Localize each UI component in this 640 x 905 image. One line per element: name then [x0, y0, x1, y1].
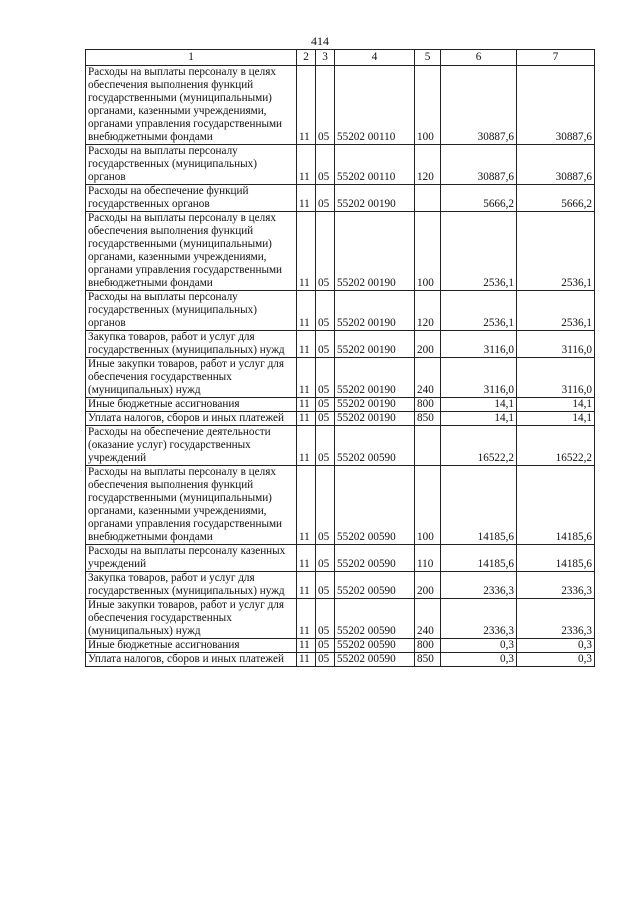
expense-type-code: 850	[415, 653, 441, 667]
amount-col6: 16522,2	[441, 426, 517, 466]
target-article-code: 55202 00590	[335, 599, 415, 639]
column-header: 6	[441, 50, 517, 66]
amount-col6: 14185,6	[441, 545, 517, 572]
target-article-code: 55202 00190	[335, 212, 415, 291]
expense-name: Уплата налогов, сборов и иных платежей	[86, 653, 297, 667]
section-code: 11	[297, 398, 316, 412]
expense-type-code: 120	[415, 145, 441, 185]
expense-type-code: 200	[415, 572, 441, 599]
target-article-code: 55202 00590	[335, 639, 415, 653]
table-header-row	[86, 50, 595, 66]
amount-col6: 2336,3	[441, 572, 517, 599]
amount-col7: 3116,0	[517, 358, 595, 398]
table-row	[86, 398, 595, 412]
amount-col6: 14,1	[441, 412, 517, 426]
amount-col6: 5666,2	[441, 185, 517, 212]
amount-col6: 3116,0	[441, 358, 517, 398]
column-header: 7	[517, 50, 595, 66]
expense-type-code: 110	[415, 545, 441, 572]
subsection-code: 05	[316, 331, 335, 358]
target-article-code: 55202 00590	[335, 572, 415, 599]
expense-type-code: 120	[415, 291, 441, 331]
subsection-code: 05	[316, 426, 335, 466]
table-row	[86, 466, 595, 545]
expense-name: Расходы на выплаты персоналу государственных (муниципальных) органов	[86, 145, 297, 185]
column-header: 5	[415, 50, 441, 66]
target-article-code: 55202 00110	[335, 145, 415, 185]
amount-col7: 30887,6	[517, 145, 595, 185]
subsection-code: 05	[316, 212, 335, 291]
expense-type-code: 240	[415, 599, 441, 639]
target-article-code: 55202 00110	[335, 66, 415, 145]
section-code: 11	[297, 545, 316, 572]
expense-type-code: 240	[415, 358, 441, 398]
amount-col6: 14,1	[441, 398, 517, 412]
amount-col7: 30887,6	[517, 66, 595, 145]
target-article-code: 55202 00190	[335, 331, 415, 358]
expense-type-code	[415, 426, 441, 466]
section-code: 11	[297, 358, 316, 398]
section-code: 11	[297, 185, 316, 212]
expense-type-code	[415, 185, 441, 212]
budget-table	[85, 49, 595, 667]
amount-col7: 14,1	[517, 398, 595, 412]
expense-name: Расходы на выплаты персоналу в целях обеспечения выполнения функций государственными (муниципальными) органами, казенными учреждениями, органами управления государственными внебюджетными фондами	[86, 212, 297, 291]
column-header: 4	[335, 50, 415, 66]
amount-col7: 14,1	[517, 412, 595, 426]
expense-name: Иные закупки товаров, работ и услуг для обеспечения государственных (муниципальных) нужд	[86, 599, 297, 639]
table-row	[86, 212, 595, 291]
target-article-code: 55202 00190	[335, 185, 415, 212]
section-code: 11	[297, 653, 316, 667]
table-row	[86, 572, 595, 599]
subsection-code: 05	[316, 358, 335, 398]
column-header: 2	[297, 50, 316, 66]
amount-col7: 14185,6	[517, 466, 595, 545]
table-row	[86, 412, 595, 426]
section-code: 11	[297, 466, 316, 545]
subsection-code: 05	[316, 412, 335, 426]
table-row	[86, 545, 595, 572]
expense-name: Уплата налогов, сборов и иных платежей	[86, 412, 297, 426]
amount-col7: 14185,6	[517, 545, 595, 572]
subsection-code: 05	[316, 291, 335, 331]
subsection-code: 05	[316, 185, 335, 212]
subsection-code: 05	[316, 145, 335, 185]
table-row	[86, 426, 595, 466]
target-article-code: 55202 00190	[335, 412, 415, 426]
target-article-code: 55202 00190	[335, 291, 415, 331]
table-row	[86, 599, 595, 639]
expense-type-code: 850	[415, 412, 441, 426]
section-code: 11	[297, 291, 316, 331]
section-code: 11	[297, 212, 316, 291]
section-code: 11	[297, 599, 316, 639]
section-code: 11	[297, 331, 316, 358]
column-header: 1	[86, 50, 297, 66]
subsection-code: 05	[316, 599, 335, 639]
expense-type-code: 100	[415, 466, 441, 545]
subsection-code: 05	[316, 466, 335, 545]
expense-type-code: 800	[415, 398, 441, 412]
amount-col6: 2536,1	[441, 212, 517, 291]
section-code: 11	[297, 639, 316, 653]
expense-type-code: 200	[415, 331, 441, 358]
amount-col7: 2536,1	[517, 291, 595, 331]
amount-col7: 2536,1	[517, 212, 595, 291]
table-row	[86, 291, 595, 331]
amount-col6: 0,3	[441, 653, 517, 667]
amount-col7: 16522,2	[517, 426, 595, 466]
table-row	[86, 653, 595, 667]
table-row	[86, 185, 595, 212]
expense-name: Иные бюджетные ассигнования	[86, 639, 297, 653]
expense-name: Закупка товаров, работ и услуг для государственных (муниципальных) нужд	[86, 572, 297, 599]
amount-col6: 30887,6	[441, 145, 517, 185]
expense-name: Расходы на выплаты персоналу в целях обеспечения выполнения функций государственными (муниципальными) органами, казенными учреждениями, органами управления государственными внебюджетными фондами	[86, 66, 297, 145]
expense-name: Расходы на выплаты персоналу государственных (муниципальных) органов	[86, 291, 297, 331]
expense-type-code: 100	[415, 66, 441, 145]
subsection-code: 05	[316, 66, 335, 145]
subsection-code: 05	[316, 398, 335, 412]
subsection-code: 05	[316, 545, 335, 572]
column-header: 3	[316, 50, 335, 66]
expense-name: Закупка товаров, работ и услуг для государственных (муниципальных) нужд	[86, 331, 297, 358]
section-code: 11	[297, 572, 316, 599]
amount-col7: 2336,3	[517, 572, 595, 599]
target-article-code: 55202 00590	[335, 653, 415, 667]
target-article-code: 55202 00190	[335, 358, 415, 398]
table-body	[86, 66, 595, 667]
amount-col7: 0,3	[517, 653, 595, 667]
section-code: 11	[297, 426, 316, 466]
amount-col6: 0,3	[441, 639, 517, 653]
target-article-code: 55202 00190	[335, 398, 415, 412]
amount-col6: 30887,6	[441, 66, 517, 145]
subsection-code: 05	[316, 572, 335, 599]
expense-name: Иные закупки товаров, работ и услуг для обеспечения государственных (муниципальных) нужд	[86, 358, 297, 398]
amount-col7: 0,3	[517, 639, 595, 653]
amount-col7: 5666,2	[517, 185, 595, 212]
amount-col7: 3116,0	[517, 331, 595, 358]
amount-col6: 14185,6	[441, 466, 517, 545]
expense-type-code: 800	[415, 639, 441, 653]
expense-name: Расходы на обеспечение деятельности (оказание услуг) государственных учреждений	[86, 426, 297, 466]
expense-name: Расходы на выплаты персоналу в целях обеспечения выполнения функций государственными (муниципальными) органами, казенными учреждениями, органами управления государственными внебюджетными фондами	[86, 466, 297, 545]
target-article-code: 55202 00590	[335, 426, 415, 466]
section-code: 11	[297, 412, 316, 426]
section-code: 11	[297, 66, 316, 145]
table-row	[86, 66, 595, 145]
amount-col6: 3116,0	[441, 331, 517, 358]
expense-name: Иные бюджетные ассигнования	[86, 398, 297, 412]
table-row	[86, 145, 595, 185]
subsection-code: 05	[316, 639, 335, 653]
table-row	[86, 639, 595, 653]
expense-name: Расходы на обеспечение функций государственных органов	[86, 185, 297, 212]
target-article-code: 55202 00590	[335, 545, 415, 572]
subsection-code: 05	[316, 653, 335, 667]
expense-type-code: 100	[415, 212, 441, 291]
table-row	[86, 358, 595, 398]
amount-col7: 2336,3	[517, 599, 595, 639]
table-row	[86, 331, 595, 358]
amount-col6: 2536,1	[441, 291, 517, 331]
target-article-code: 55202 00590	[335, 466, 415, 545]
expense-name: Расходы на выплаты персоналу казенных учреждений	[86, 545, 297, 572]
page-number: 414	[311, 34, 329, 48]
amount-col6: 2336,3	[441, 599, 517, 639]
section-code: 11	[297, 145, 316, 185]
